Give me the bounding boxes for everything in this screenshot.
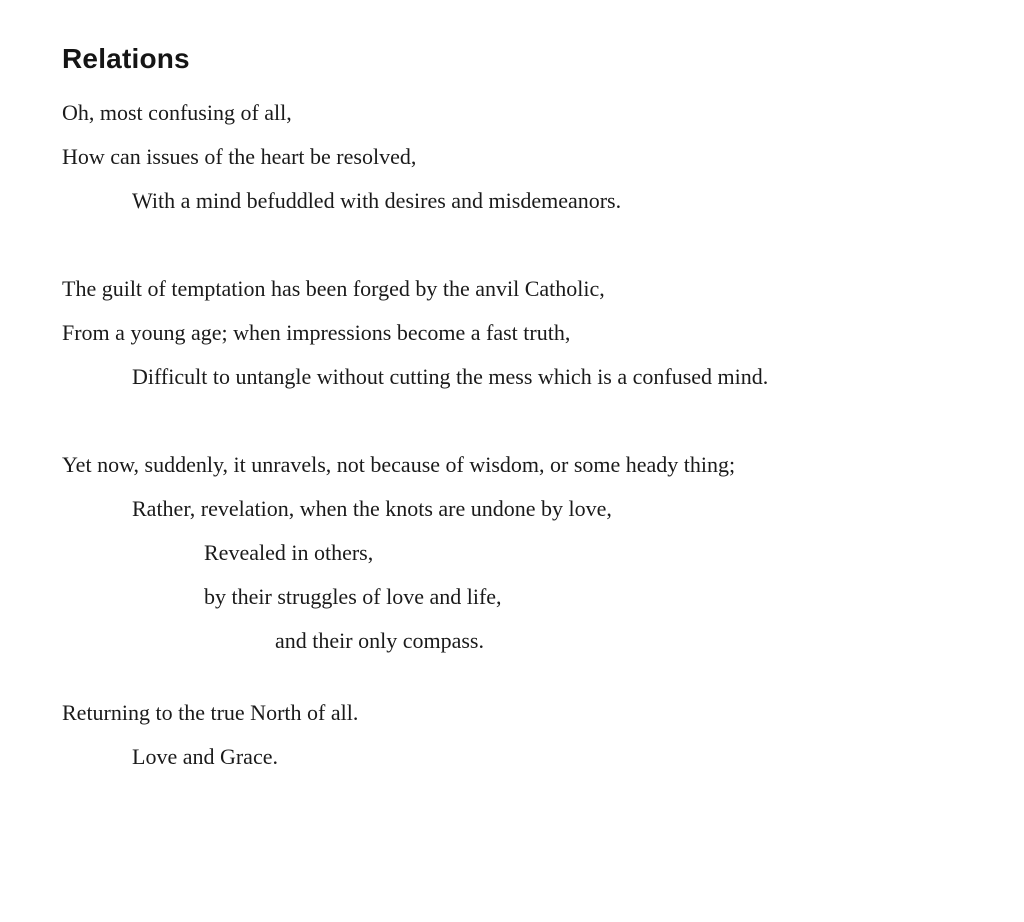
stanza bbox=[62, 443, 984, 663]
poem-line: Rather, revelation, when the knots are undone by love, bbox=[132, 495, 612, 521]
page-title: Relations bbox=[62, 43, 190, 74]
poem-line: Yet now, suddenly, it unravels, not because of wisdom, or some heady thing; bbox=[62, 451, 736, 477]
poem-line: With a mind befuddled with desires and misdemeanors. bbox=[132, 187, 622, 213]
stanza bbox=[62, 267, 984, 399]
stanza bbox=[62, 691, 984, 779]
poem-line: Returning to the true North of all. bbox=[62, 699, 359, 725]
poem-line: Revealed in others, bbox=[204, 539, 374, 565]
poem-line: and their only compass. bbox=[275, 627, 484, 653]
poem-line: Love and Grace. bbox=[132, 743, 278, 769]
poem-line: From a young age; when impressions become a fast truth, bbox=[62, 319, 571, 345]
poem-line: Oh, most confusing of all, bbox=[62, 99, 292, 125]
poem-line: The guilt of temptation has been forged by the anvil Catholic, bbox=[62, 275, 605, 301]
poem-line: by their struggles of love and life, bbox=[204, 583, 502, 609]
stanza bbox=[62, 91, 984, 223]
poem-body bbox=[62, 91, 984, 779]
poem-line: Difficult to untangle without cutting the mess which is a confused mind. bbox=[132, 363, 769, 389]
poem-line: How can issues of the heart be resolved, bbox=[62, 143, 417, 169]
